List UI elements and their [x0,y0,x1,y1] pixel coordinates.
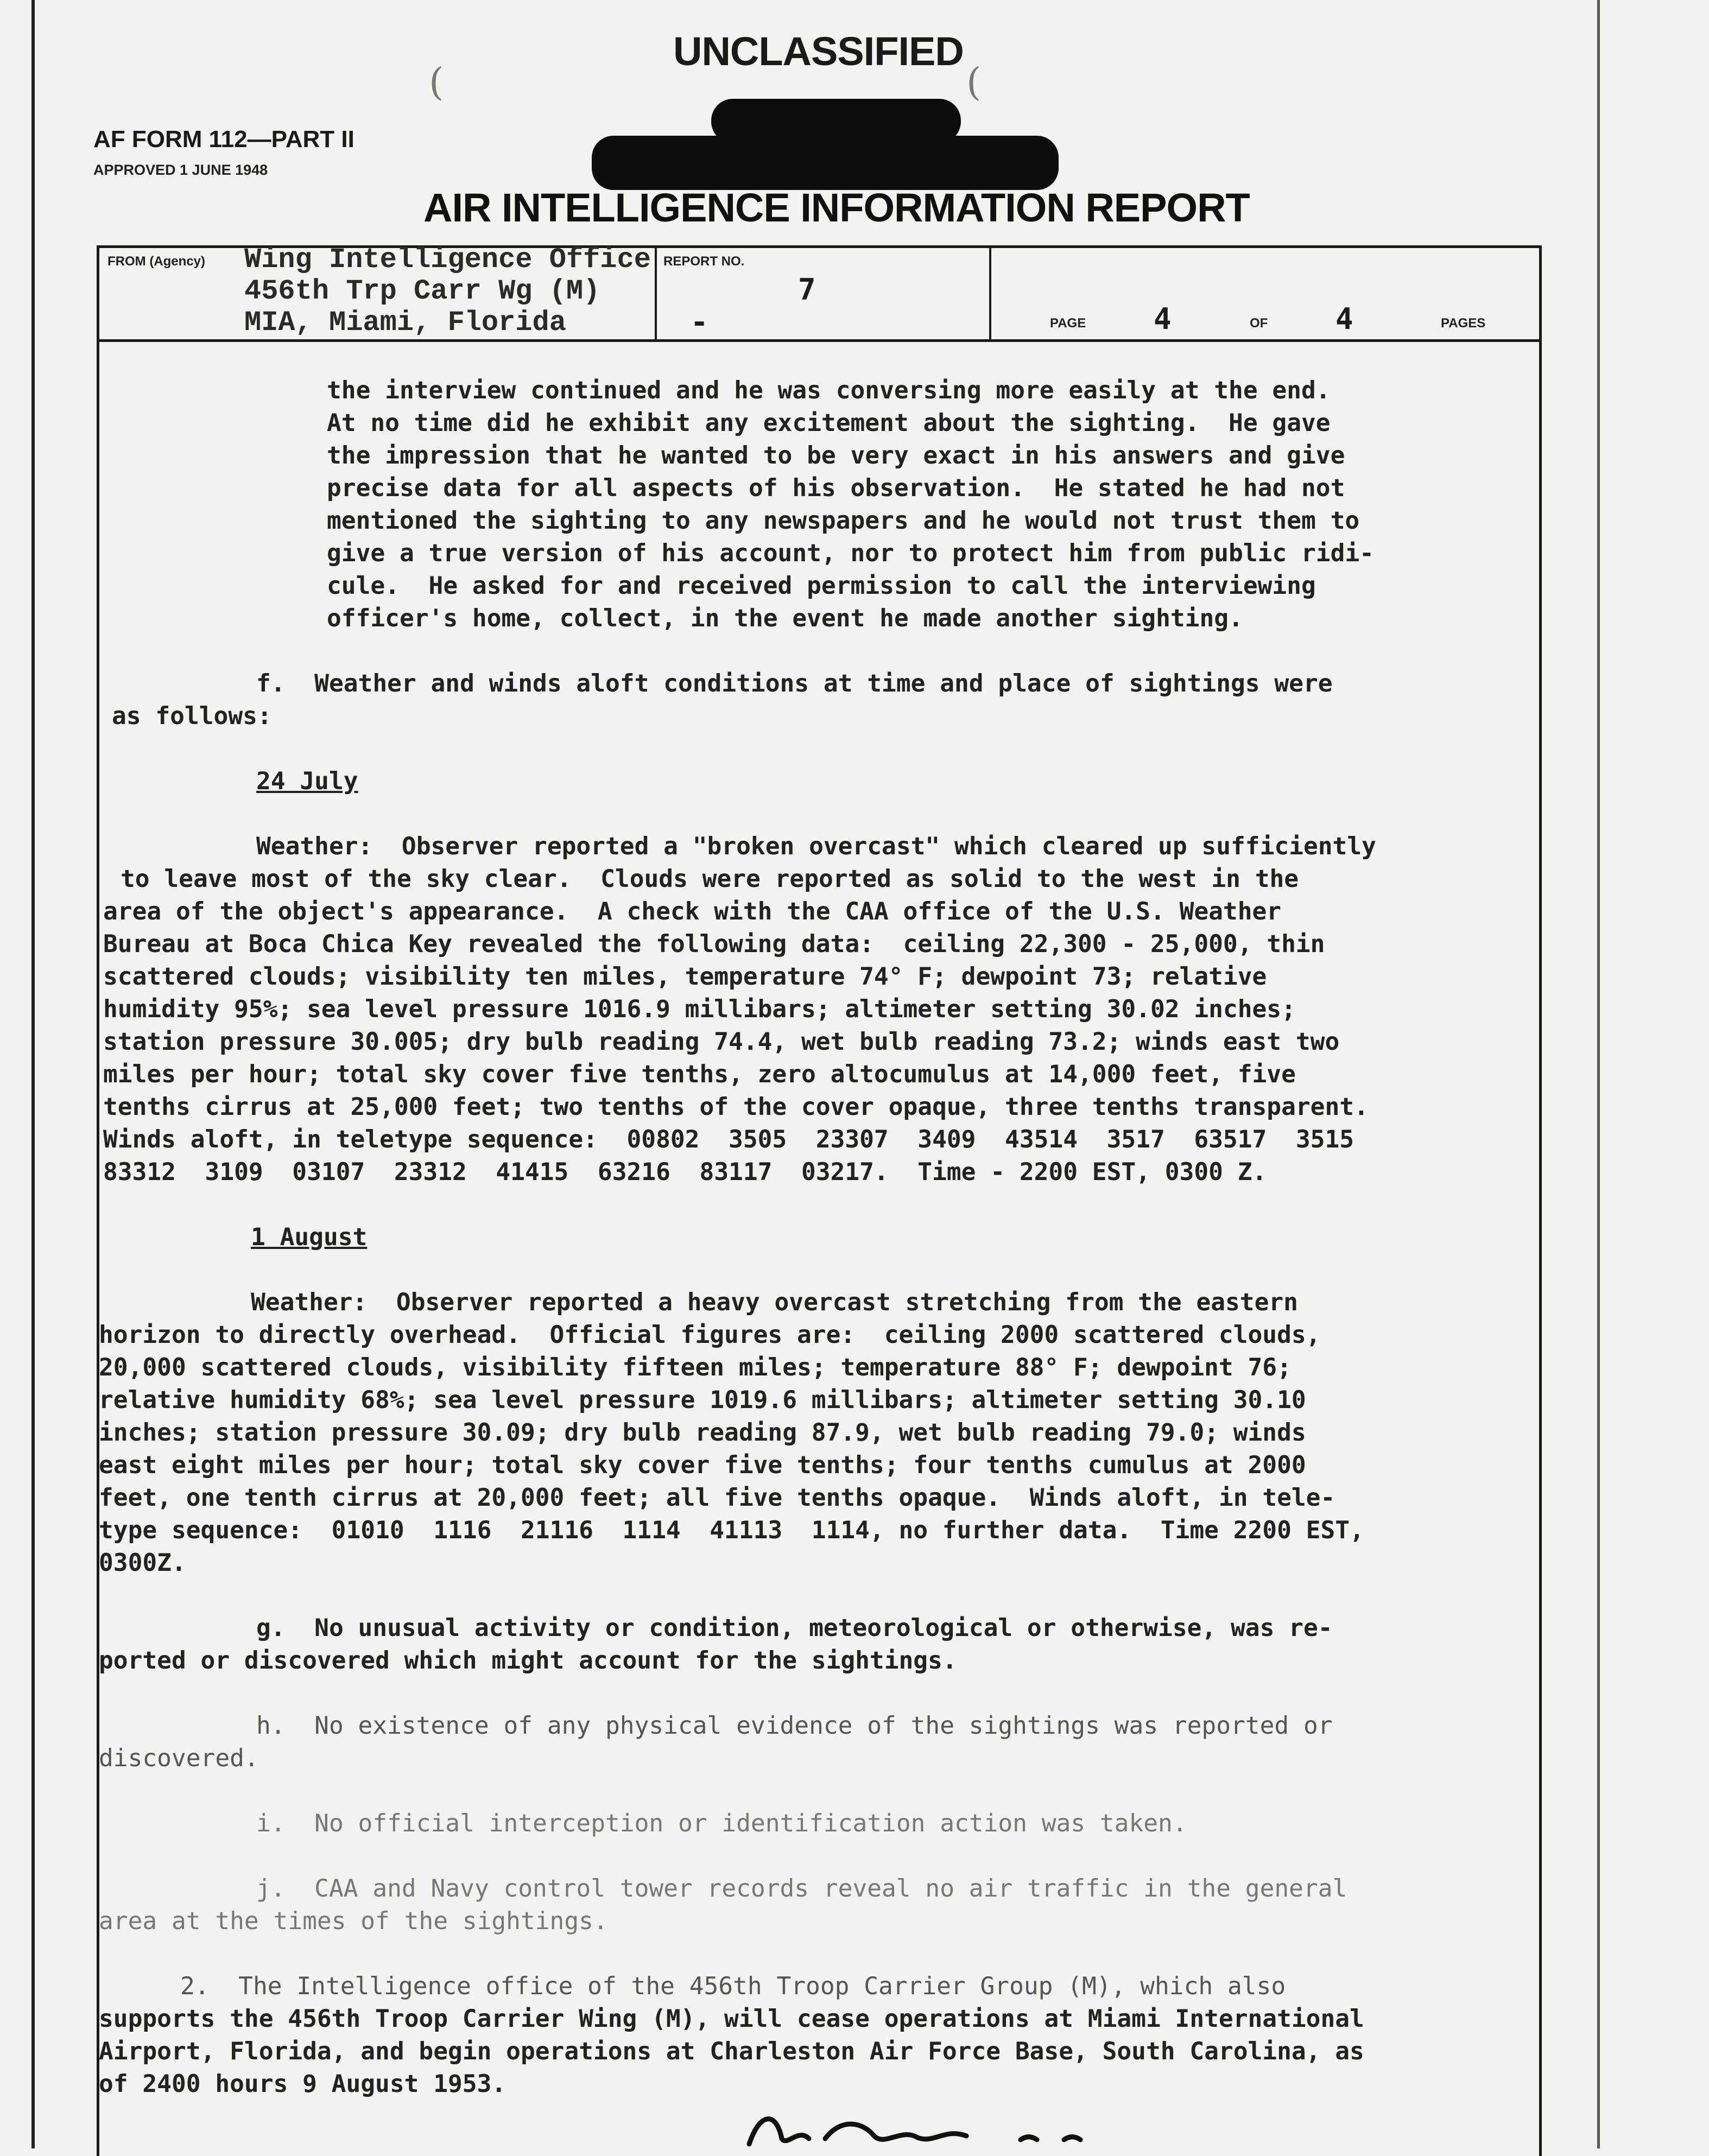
page-label: PAGE [1050,316,1086,331]
body-line: g. No unusual activity or condition, meteorological or otherwise, was re- [256,1614,1333,1642]
body-line: cule. He asked for and received permission to call the interviewing [327,572,1316,600]
page-edge-left [31,0,35,2148]
body-line: mentioned the sighting to any newspapers and he would not trust them to [327,507,1360,535]
report-dash: - [691,305,708,339]
body-line: inches; station pressure 30.09; dry bulb reading 87.9, wet bulb reading 79.0; winds [99,1419,1306,1447]
header-divider [655,245,657,342]
body-line: give a true version of his account, nor to protect him from public ridi- [327,540,1374,567]
body-line: precise data for all aspects of his observation. He stated he had not [327,474,1345,502]
body-line: feet, one tenth cirrus at 20,000 feet; all five tenths opaque. Winds aloft, in tele- [99,1484,1335,1512]
pages-label: PAGES [1441,316,1486,331]
body-line: supports the 456th Troop Carrier Wing (M), will cease operations at Miami International [99,2005,1364,2033]
body-line: Weather: Observer reported a "broken overcast" which cleared up sufficiently [256,833,1376,860]
body-line: relative humidity 68%; sea level pressure 1019.6 millibars; altimeter setting 30.10 [99,1386,1306,1414]
body-line: horizon to directly overhead. Official figures are: ceiling 2000 scattered clouds, [99,1321,1321,1349]
body-line: 2. The Intelligence office of the 456th Troop Carrier Group (M), which also [180,1973,1286,2000]
report-title: AIR INTELLIGENCE INFORMATION REPORT [423,185,1250,230]
total-pages: 4 [1335,302,1353,336]
body-line: scattered clouds; visibility ten miles, temperature 74° F; dewpoint 73; relative [103,963,1267,991]
body-line: area at the times of the sightings. [99,1907,608,1935]
signature-mark [738,2106,1118,2148]
from-line: 456th Trp Carr Wg (M) [244,275,600,307]
from-agency [244,244,651,339]
body-line: to leave most of the sky clear. Clouds were reported as solid to the west in the [121,865,1299,893]
body-line: Airport, Florida, and begin operations at Charleston Air Force Base, South Carolina, as [99,2038,1364,2065]
form-id: AF FORM 112—PART II [93,126,355,153]
body-line: 83312 3109 03107 23312 41415 63216 83117 03217. Time - 2200 EST, 0300 Z. [103,1158,1267,1186]
body-line: the impression that he wanted to be very exact in his answers and give [327,442,1345,470]
body-line: ported or discovered which might account for the sightings. [99,1647,957,1675]
body-line: h. No existence of any physical evidence of the sightings was reported or [256,1712,1333,1740]
from-label: FROM (Agency) [107,254,205,269]
section-date: 24 July [256,768,358,795]
body-line: tenths cirrus at 25,000 feet; two tenths of the cover opaque, three tenths transparent. [103,1093,1369,1121]
body-line: 20,000 scattered clouds, visibility fifteen miles; temperature 88° F; dewpoint 76; [99,1354,1292,1381]
body-line: f. Weather and winds aloft conditions at time and place of sightings were [256,670,1333,697]
body-line: area of the object's appearance. A check with the CAA office of the U.S. Weather [103,898,1282,925]
section-date: 1 August [251,1223,368,1251]
body-line: miles per hour; total sky cover five tenths, zero altocumulus at 14,000 feet, five [103,1061,1296,1088]
header-divider [989,245,991,342]
form-approved-date: APPROVED 1 JUNE 1948 [93,162,268,178]
body-line: as follows: [112,702,272,730]
report-body [99,375,1532,2101]
page-edge-right [1597,0,1600,2148]
from-line: Wing Intelligence Office [244,244,651,276]
body-line: 0300Z. [99,1549,186,1577]
redaction-bar [592,136,1059,190]
classification-stamp: UNCLASSIFIED [673,29,964,74]
body-line: At no time did he exhibit any excitement about the sighting. He gave [327,409,1331,437]
from-line: MIA, Miami, Florida [244,307,566,339]
body-line: officer's home, collect, in the event he made another sighting. [327,605,1243,632]
of-label: OF [1250,316,1268,331]
body-line: humidity 95%; sea level pressure 1016.9 millibars; altimeter setting 30.02 inches; [103,995,1296,1023]
report-no-label: REPORT NO. [663,254,745,269]
page-number: 4 [1154,302,1172,336]
body-line: type sequence: 01010 1116 21116 1114 41113 1114, no further data. Time 2200 EST, [99,1517,1364,1544]
body-line: Bureau at Boca Chica Key revealed the following data: ceiling 22,300 - 25,000, thin [103,930,1325,958]
body-line: i. No official interception or identification action was taken. [256,1810,1187,1837]
body-line: j. CAA and Navy control tower records reveal no air traffic in the general [256,1875,1347,1903]
body-line: station pressure 30.005; dry bulb reading 74.4, wet bulb reading 73.2; winds east two [103,1028,1340,1056]
body-line: of 2400 hours 9 August 1953. [99,2070,507,2098]
report-number: 7 [798,272,816,307]
punch-mark-left: ( [429,60,444,104]
body-line: discovered. [99,1745,259,1772]
punch-mark-right: ( [966,60,982,104]
body-line: Winds aloft, in teletype sequence: 00802 3505 23307 3409 43514 3517 63517 3515 [103,1126,1354,1153]
body-line: east eight miles per hour; total sky cover five tenths; four tenths cumulus at 2000 [99,1451,1306,1479]
body-line: the interview continued and he was conversing more easily at the end. [327,377,1331,404]
body-line: Weather: Observer reported a heavy overcast stretching from the eastern [251,1289,1298,1316]
